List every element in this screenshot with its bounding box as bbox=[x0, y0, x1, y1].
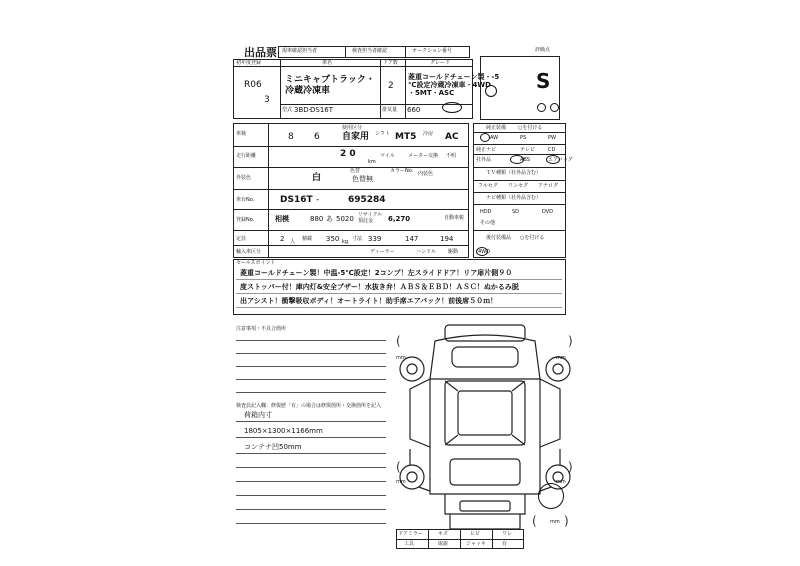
drive-label: 駆動 bbox=[448, 249, 459, 255]
grade-line2: ℃設定冷蔵冷凍車・4WD bbox=[408, 81, 491, 89]
mm-fr: mm bbox=[556, 355, 566, 361]
recycle-label: リサイクル預託金 bbox=[358, 212, 383, 224]
mileage-label: 走行距離 bbox=[236, 153, 257, 159]
interior-color-label: 内装色 bbox=[418, 171, 434, 177]
equip-airbag: エアバッグ bbox=[548, 157, 573, 163]
model-prefix: 3BD- bbox=[294, 106, 312, 114]
capacity-label: 定員 bbox=[236, 236, 247, 242]
tv-analog: アナログ bbox=[538, 183, 559, 189]
displacement-label: 排気量 bbox=[382, 107, 398, 113]
sub-score-circle-2 bbox=[550, 103, 559, 112]
year-num: 3 bbox=[264, 95, 270, 105]
equip-nav: 純正ナビ bbox=[476, 147, 497, 153]
inspection-month: 6 bbox=[314, 132, 320, 142]
bracket-spare-close: ) bbox=[564, 514, 569, 528]
exterior-color-value: 白 bbox=[312, 173, 322, 183]
equip-pw: PW bbox=[548, 135, 556, 141]
width-value: 147 bbox=[405, 235, 419, 243]
bracket-rr: ) bbox=[568, 460, 573, 474]
car-name-label: 車名 bbox=[322, 60, 333, 66]
plate-region: 相模 bbox=[275, 215, 289, 223]
mileage-km: km bbox=[368, 159, 376, 165]
chassis-no: 695284 bbox=[348, 195, 386, 205]
legend-r1-c4: ワレ bbox=[502, 531, 513, 537]
bracket-fr: ) bbox=[568, 334, 573, 348]
sales-point-line-2: 度ストッパー付！庫内灯&安全ブザー！水抜き弁！ＡＢＳ＆ＥＢＤ！ＡＳＣ！ぬかるみ脱 bbox=[240, 283, 519, 291]
inspection-label: 車検 bbox=[236, 131, 247, 137]
equip-circle-1 bbox=[480, 133, 490, 142]
recycle-value: 6,270 bbox=[388, 215, 411, 223]
equip-status-hint: ○を付ける bbox=[518, 125, 543, 131]
equip-aw: AW bbox=[490, 135, 499, 141]
plate-class: 880 bbox=[310, 215, 324, 223]
tax-label: 自動車税 bbox=[444, 215, 465, 221]
exterior-color-label: 外装色 bbox=[236, 175, 252, 181]
color-change-label: 色替 bbox=[350, 168, 361, 174]
nav-other: その他 bbox=[480, 220, 496, 226]
equip-tv: テレビ bbox=[520, 147, 535, 153]
header-col-2: 検査担当者確認 bbox=[352, 48, 388, 54]
sub-score-circle-1 bbox=[537, 103, 546, 112]
equip-circle-3 bbox=[546, 155, 560, 164]
usage-label: 使用区分 bbox=[342, 125, 363, 131]
chassis-prefix: DS16T bbox=[280, 195, 313, 205]
repair-note-1: 荷箱内寸 bbox=[244, 411, 272, 419]
height-value: 194 bbox=[440, 235, 454, 243]
nav-dvd: DVD bbox=[542, 209, 554, 215]
load-label: 積載 bbox=[302, 236, 313, 242]
shift-label: シフト bbox=[375, 131, 391, 137]
nav-sd: SD bbox=[512, 209, 520, 215]
mm-spare: mm bbox=[550, 519, 560, 525]
notes-title: 注意事項・不具合箇所 bbox=[236, 326, 287, 332]
model-label: 型式 bbox=[282, 107, 293, 113]
handle-label: ハンドル bbox=[416, 249, 437, 255]
mm-fl: mm bbox=[396, 355, 406, 361]
grade-label: グレード bbox=[430, 60, 451, 66]
capacity-value: 2 bbox=[280, 235, 285, 243]
chassis-label: 車台No. bbox=[236, 197, 255, 203]
sales-point-label: セールスポイント bbox=[236, 260, 276, 266]
score-value: S bbox=[536, 69, 551, 93]
year-era: R06 bbox=[244, 80, 262, 90]
import-label: 輸入車区分 bbox=[236, 249, 262, 255]
length-value: 339 bbox=[368, 235, 382, 243]
sales-point-line-1: 菱重コールドチェーン製！中温-5℃設定！2コンプ！左スライドドア！リア扉片側９０ bbox=[240, 269, 513, 277]
equip-genuine: 社外品 bbox=[476, 157, 492, 163]
doors-label: ドア数 bbox=[383, 60, 398, 66]
equip-circle-2 bbox=[510, 155, 524, 164]
plate-kana: あ bbox=[326, 215, 333, 223]
meter-changed: メーター交換 bbox=[408, 153, 439, 159]
spare-tire-icon bbox=[538, 483, 564, 509]
inspection-year: 8 bbox=[288, 132, 294, 142]
equip-ps: PS bbox=[520, 135, 527, 141]
mileage-value: 2 0 bbox=[340, 149, 356, 159]
meter-broken: 不明 bbox=[446, 153, 457, 159]
doors-value: 2 bbox=[388, 81, 394, 91]
sheet-title: 出品票 bbox=[244, 46, 277, 59]
legend-r1-c1: ドアミラー bbox=[398, 531, 423, 537]
equip-cd: CD bbox=[548, 147, 556, 153]
kg-unit: kg bbox=[342, 239, 349, 245]
legend-r2-c1: 工具 bbox=[404, 541, 415, 547]
fuel-circle bbox=[442, 102, 462, 113]
legend-r2-c4: 有 bbox=[502, 541, 508, 547]
tire-status: ○を付ける bbox=[520, 235, 545, 241]
mm-rr: mm bbox=[556, 479, 566, 485]
tv-fullseg: フルセグ bbox=[478, 183, 498, 189]
chassis-dash: - bbox=[316, 195, 320, 205]
score-circle bbox=[485, 85, 497, 97]
color-change-value: 色替無 bbox=[352, 175, 373, 183]
car-name-line2: 冷蔵冷凍車 bbox=[285, 86, 331, 96]
repair-note-3: コンテナ凹50mm bbox=[244, 443, 302, 451]
equip-abs: ABS bbox=[520, 157, 530, 163]
plate-label: 登録No. bbox=[236, 217, 255, 223]
load-value: 350 bbox=[326, 235, 340, 243]
usage-value: 自家用 bbox=[342, 132, 370, 142]
dimensions-label: 寸法 bbox=[352, 236, 363, 242]
header-col-3: オークション番号 bbox=[412, 48, 452, 54]
ac-label: 冷房 bbox=[423, 131, 434, 137]
bracket-rl: ( bbox=[396, 460, 401, 474]
repair-note-2: 1805×1300×1166mm bbox=[244, 427, 323, 435]
plate-num: 5020 bbox=[336, 215, 354, 223]
grade-line3: ・5MT・ASC bbox=[408, 89, 455, 97]
sales-point-line-3: 出アシスト！衝撃吸収ボディ！オートライト！助手席エアバック！前後席５０ｍ！ bbox=[240, 297, 498, 305]
bracket-fl: ( bbox=[396, 334, 401, 348]
legend-r2-c2: 取説 bbox=[438, 541, 449, 547]
ac-value: AC bbox=[445, 132, 459, 142]
mileage-mile: マイル bbox=[380, 153, 395, 159]
dealer-label: ディーラー bbox=[370, 249, 395, 255]
color-code-label: カラーNo. bbox=[390, 168, 414, 174]
grade-line1: 菱重コールドチェーン製・-5 bbox=[408, 73, 500, 81]
people-unit: 人 bbox=[290, 239, 296, 245]
prior-repair-title: 検査員記入欄：修復歴「有」の場合は修復箇所・交換箇所を記入 bbox=[236, 403, 382, 409]
tv-oneseg: ワンセグ bbox=[508, 183, 529, 189]
tv-type-label: ＴＶ種類（社外品含む） bbox=[486, 170, 542, 176]
displacement-value: 660 bbox=[407, 106, 421, 114]
mm-rl: mm bbox=[396, 479, 406, 485]
header-col-1: 現車確認担当者 bbox=[282, 48, 318, 54]
nav-hdd: HDD bbox=[480, 209, 492, 215]
legend-r1-c2: キズ bbox=[438, 531, 448, 537]
car-name-line1: ミニキャブトラック・ bbox=[285, 75, 375, 85]
legend-r2-c3: ジャッキ bbox=[466, 541, 486, 547]
rating-label: 評価点 bbox=[535, 47, 551, 53]
bracket-spare: ( bbox=[532, 514, 537, 528]
model-value: DS16T bbox=[310, 106, 334, 114]
tire-label: 後付装備品 bbox=[486, 235, 512, 241]
nav-type-label: ナビ種類（社外品含む） bbox=[486, 195, 542, 201]
auction-sheet bbox=[230, 37, 580, 565]
legend-r1-c3: ヒビ bbox=[470, 531, 481, 537]
equip-status-label: 純正装備 bbox=[486, 125, 507, 131]
equip-4wd: 4WD bbox=[478, 249, 490, 255]
year-label: 初年度登録 bbox=[236, 60, 262, 66]
shift-value: MT5 bbox=[395, 132, 417, 142]
